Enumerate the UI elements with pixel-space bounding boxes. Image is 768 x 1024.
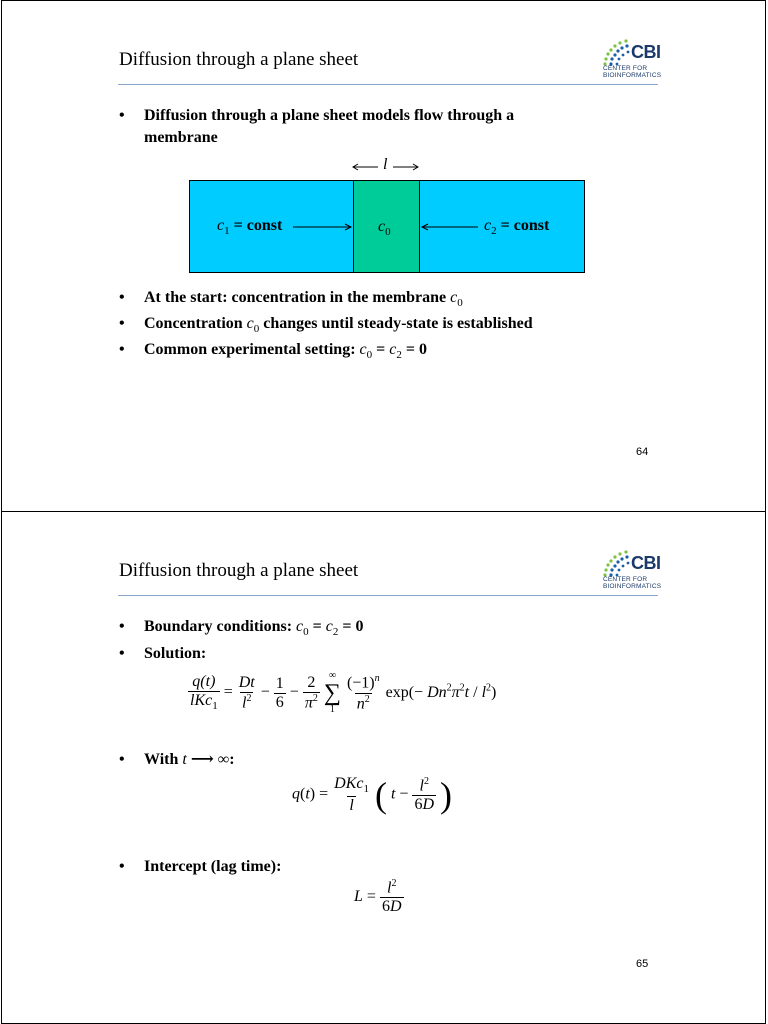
slide-64: Diffusion through a plane sheet CBI CENTER FOR BIOINFORMATICS • Diffusion through a plane sheet models flow through a membrane l $c_0$ $c_1$ = const $c_2$ = const • At the start: concentration in the membrane $c_0$ • Concentration $c_0$ changes until steady-state is established • Common experimental setting: $c_0 = c_2 = 0$ 64 [1,0,766,512]
slide-65: Diffusion through a plane sheet CBI CENTER FOR BIOINFORMATICS • Boundary conditions: $c_0 = c_2 = 0$ • Solution: $\frac{q(t)}{lKc_1}$ = $\frac{Dt}{l^2}$ − $\frac{1}{6}$ − $\frac{2}{\pi^2}$ ∞ ∑ 1 $\frac{(-1)^n}{n^2}$ $\exp(- Dn^2\pi^2t / l^2)$ • With t ⟶ ∞: q(t) = $\frac{DKc_1}{l}$ ( t − $\frac{l^2}{6D}$ ) • Intercept (lag time): L = $\frac{l^2}{6D}$ 65 [1,511,766,1024]
cbi-logo [602,38,662,88]
slide-title: Diffusion through a plane sheet [119,560,359,581]
page-number: 65 [636,958,649,970]
solution-equation: $\frac{q(t)}{lKc_1}$ = $\frac{Dt}{l^2}$ − $\frac{1}{6}$ − $\frac{2}{\pi^2}$ ∞ ∑ 1 $\frac{(-1)^n}{n^2}$ $\exp(- Dn^2\pi^2t / l^2)$ [190,670,497,715]
logo-dots-icon [602,38,632,68]
logo-name: CBI [631,42,661,62]
logo-subtitle: CENTER FOR BIOINFORMATICS [603,65,662,79]
right-concentration-label: $c_2$ = const [484,217,550,238]
middle-concentration-label: $c_0$ [378,218,391,239]
membrane-diagram [189,180,585,273]
title-rule [118,84,658,85]
slide-title: Diffusion through a plane sheet [119,49,359,70]
length-label: l [383,156,388,173]
logo-name: CBI [631,553,661,573]
left-concentration-label: $c_1$ = const [217,217,283,238]
cbi-logo [602,549,662,599]
length-indicator [351,156,421,176]
right-arrow-icon [420,221,480,233]
logo-dots-icon [602,549,632,579]
lag-time-equation: L = $\frac{l^2}{6D}$ [354,878,402,916]
title-rule [118,595,658,596]
membrane [353,180,420,273]
page-number: 64 [636,446,649,458]
steady-state-equation: q(t) = $\frac{DKc_1}{l}$ ( t − $\frac{l^2}{6D}$ ) [292,775,453,815]
left-arrow-icon [293,221,353,233]
logo-subtitle: CENTER FOR BIOINFORMATICS [603,576,662,590]
